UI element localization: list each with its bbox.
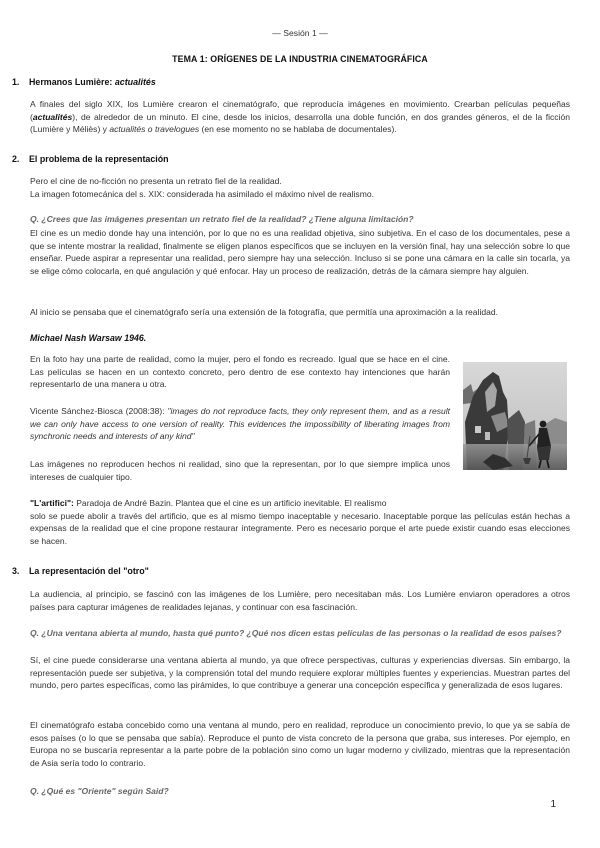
section-2-paragraph-2: Al inicio se pensaba que el cinematógrafo sería una extensión de la fotografía, que permitía una aproximación a la realidad. xyxy=(30,307,498,317)
section-1-heading-text: Hermanos Lumière: xyxy=(29,77,115,87)
section-2-artifice xyxy=(30,497,570,547)
section-3-answer-1: Sí, el cine puede considerarse una ventana abierta al mundo, ya que ofrece perspectivas, culturas y experiencias diversas. Sin embargo, la representación puede ser subjetiva, y la comprensión total del mundo requiere explorar múltiples fuentes y experiencias. Muestran partes del mundo, pero partes específicas, como las pirámides, lo que contribuye a generar una concepción específica y generalizada de esos lugares. xyxy=(30,655,570,691)
section-1-heading-italic: actualités xyxy=(114,77,156,87)
section-3-question-2: Q. ¿Qué es "Oriente" según Said? xyxy=(30,786,169,796)
warsaw-1946-photo xyxy=(463,362,567,470)
session-label: — Sesión 1 — xyxy=(272,28,328,38)
section-2-paragraph-4: Las imágenes no reproducen hechos ni realidad, sino que la representan, por lo que siempre implica unos intereses de cualquier tipo. xyxy=(30,459,450,482)
page-number: 1 xyxy=(550,799,556,810)
section-2-number: 2. xyxy=(12,154,20,164)
page-title: TEMA 1: ORÍGENES DE LA INDUSTRIA CINEMATOGRÁFICA xyxy=(172,54,428,64)
text-run: solo se puede abolir a través del artificio, que es al mismo tiempo inaceptable y necesario. Inaceptable porque las películas están hechas a expensas de la realidad que el cine propone restaurar íntegramente. Pero es necesario porque el arte puede existir cuando esas elecciones se hacen. xyxy=(30,510,570,546)
section-3-question-1: Q. ¿Una ventana abierta al mundo, hasta qué punto? ¿Qué nos dicen estas películas de las personas o la realidad de esos países? xyxy=(30,628,562,638)
section-3-paragraph-1: La audiencia, al principio, se fascinó con las imágenes de los Lumière, pero necesitaban más. Los Lumière enviaron operadores a otros países para capturar imágenes de realidades lejanas, y continuar con esa fascinación. xyxy=(30,589,570,612)
text-run-italic: actualités o travelogues xyxy=(109,124,200,135)
section-2-photo-description: En la foto hay una parte de realidad, como la mujer, pero el fondo es recreado. Igual que se hace en el cine. Las películas se hacen en un contexto concreto, pero dentro de ese contexto hay intenciones que harán representarlo de una manera u otra. xyxy=(30,354,450,390)
section-3-heading-text: La representación del "otro" xyxy=(29,566,149,576)
section-3-number: 3. xyxy=(12,566,20,576)
quote-text: "images do not reproduce facts, they only represent them, and as a result we can only have access to one version of reality. This evidences the impossibility of liberating images from synchronic needs and interests of any kind" xyxy=(30,406,450,442)
section-2-quote xyxy=(30,405,450,443)
text-run-bold: actualités xyxy=(32,111,73,122)
section-1-number: 1. xyxy=(12,77,20,87)
section-1-heading xyxy=(12,77,156,87)
section-3-heading xyxy=(12,566,149,576)
text-run: (en ese momento no se hablaba de documentales). xyxy=(199,124,397,135)
text-line: La imagen fotomecánica del s. XIX: considerada ha asimilado el máximo nivel de realismo. xyxy=(30,188,374,199)
text-run: Paradoja de André Bazin. Plantea que el cine es un artificio inevitable. El realismo xyxy=(76,498,387,508)
text-line: Pero el cine de no-ficción no presenta un retrato fiel de la realidad. xyxy=(30,176,282,186)
section-2-heading xyxy=(12,154,169,164)
section-2-subheading: Michael Nash Warsaw 1946. xyxy=(30,333,147,343)
section-2-question: Q. ¿Crees que las imágenes presentan un retrato fiel de la realidad? ¿Tiene alguna limitación? xyxy=(30,214,414,224)
section-2-intro xyxy=(30,175,570,200)
text-run: A finales del siglo XIX, los Lumière crearon el cinematógrafo, que reproducía imágenes en movimiento. Crearban películas pequeñas ( xyxy=(30,99,570,122)
section-2-answer: El cine es un medio donde hay una intención, por lo que no es una realidad objetiva, sino subjetiva. En el caso de los documentales, pese a que se intente mostrar la realidad, finalmente se eligen planos específicos que se incluyen en la versión final, hay una selección sobre lo que enseñar. Puede aspirar a representar una realidad, pero siempre hay una selección. Incluso si se pone una cámara en la calle sin tocarla, ya se elige cómo colocarla, en qué angulación y qué enfocar. Hay un proceso de realización, detrás de la cámara siempre hay alguien. xyxy=(30,228,570,276)
section-2-heading-text: El problema de la representación xyxy=(29,154,169,164)
quote-author: Vicente Sánchez-Biosca (2008:38): xyxy=(30,406,168,416)
text-run: ), de alrededor de un minuto. El cine, desde los inicios, desarrolla una doble función, en dos grandes géneros, el de la ficción (Lumière y Méliès) y xyxy=(30,111,570,135)
section-1-paragraph xyxy=(30,98,570,136)
section-3-paragraph-2: El cinematógrafo estaba concebido como una ventana al mundo, pero en realidad, reproduce un conocimiento previo, lo que ya se sabía de esos países (o lo que se pensaba que sabía). Reproduce el punto de vista concreto de la persona que graba, sus intereses. Por ejemplo, en Europa no se buscaría representar a la parte pobre de la población sino como un lugar moderno y civilizado, mientras que la representación de Asia sería todo lo contrario. xyxy=(30,720,570,768)
artifice-label: "L'artifici": xyxy=(30,498,77,508)
